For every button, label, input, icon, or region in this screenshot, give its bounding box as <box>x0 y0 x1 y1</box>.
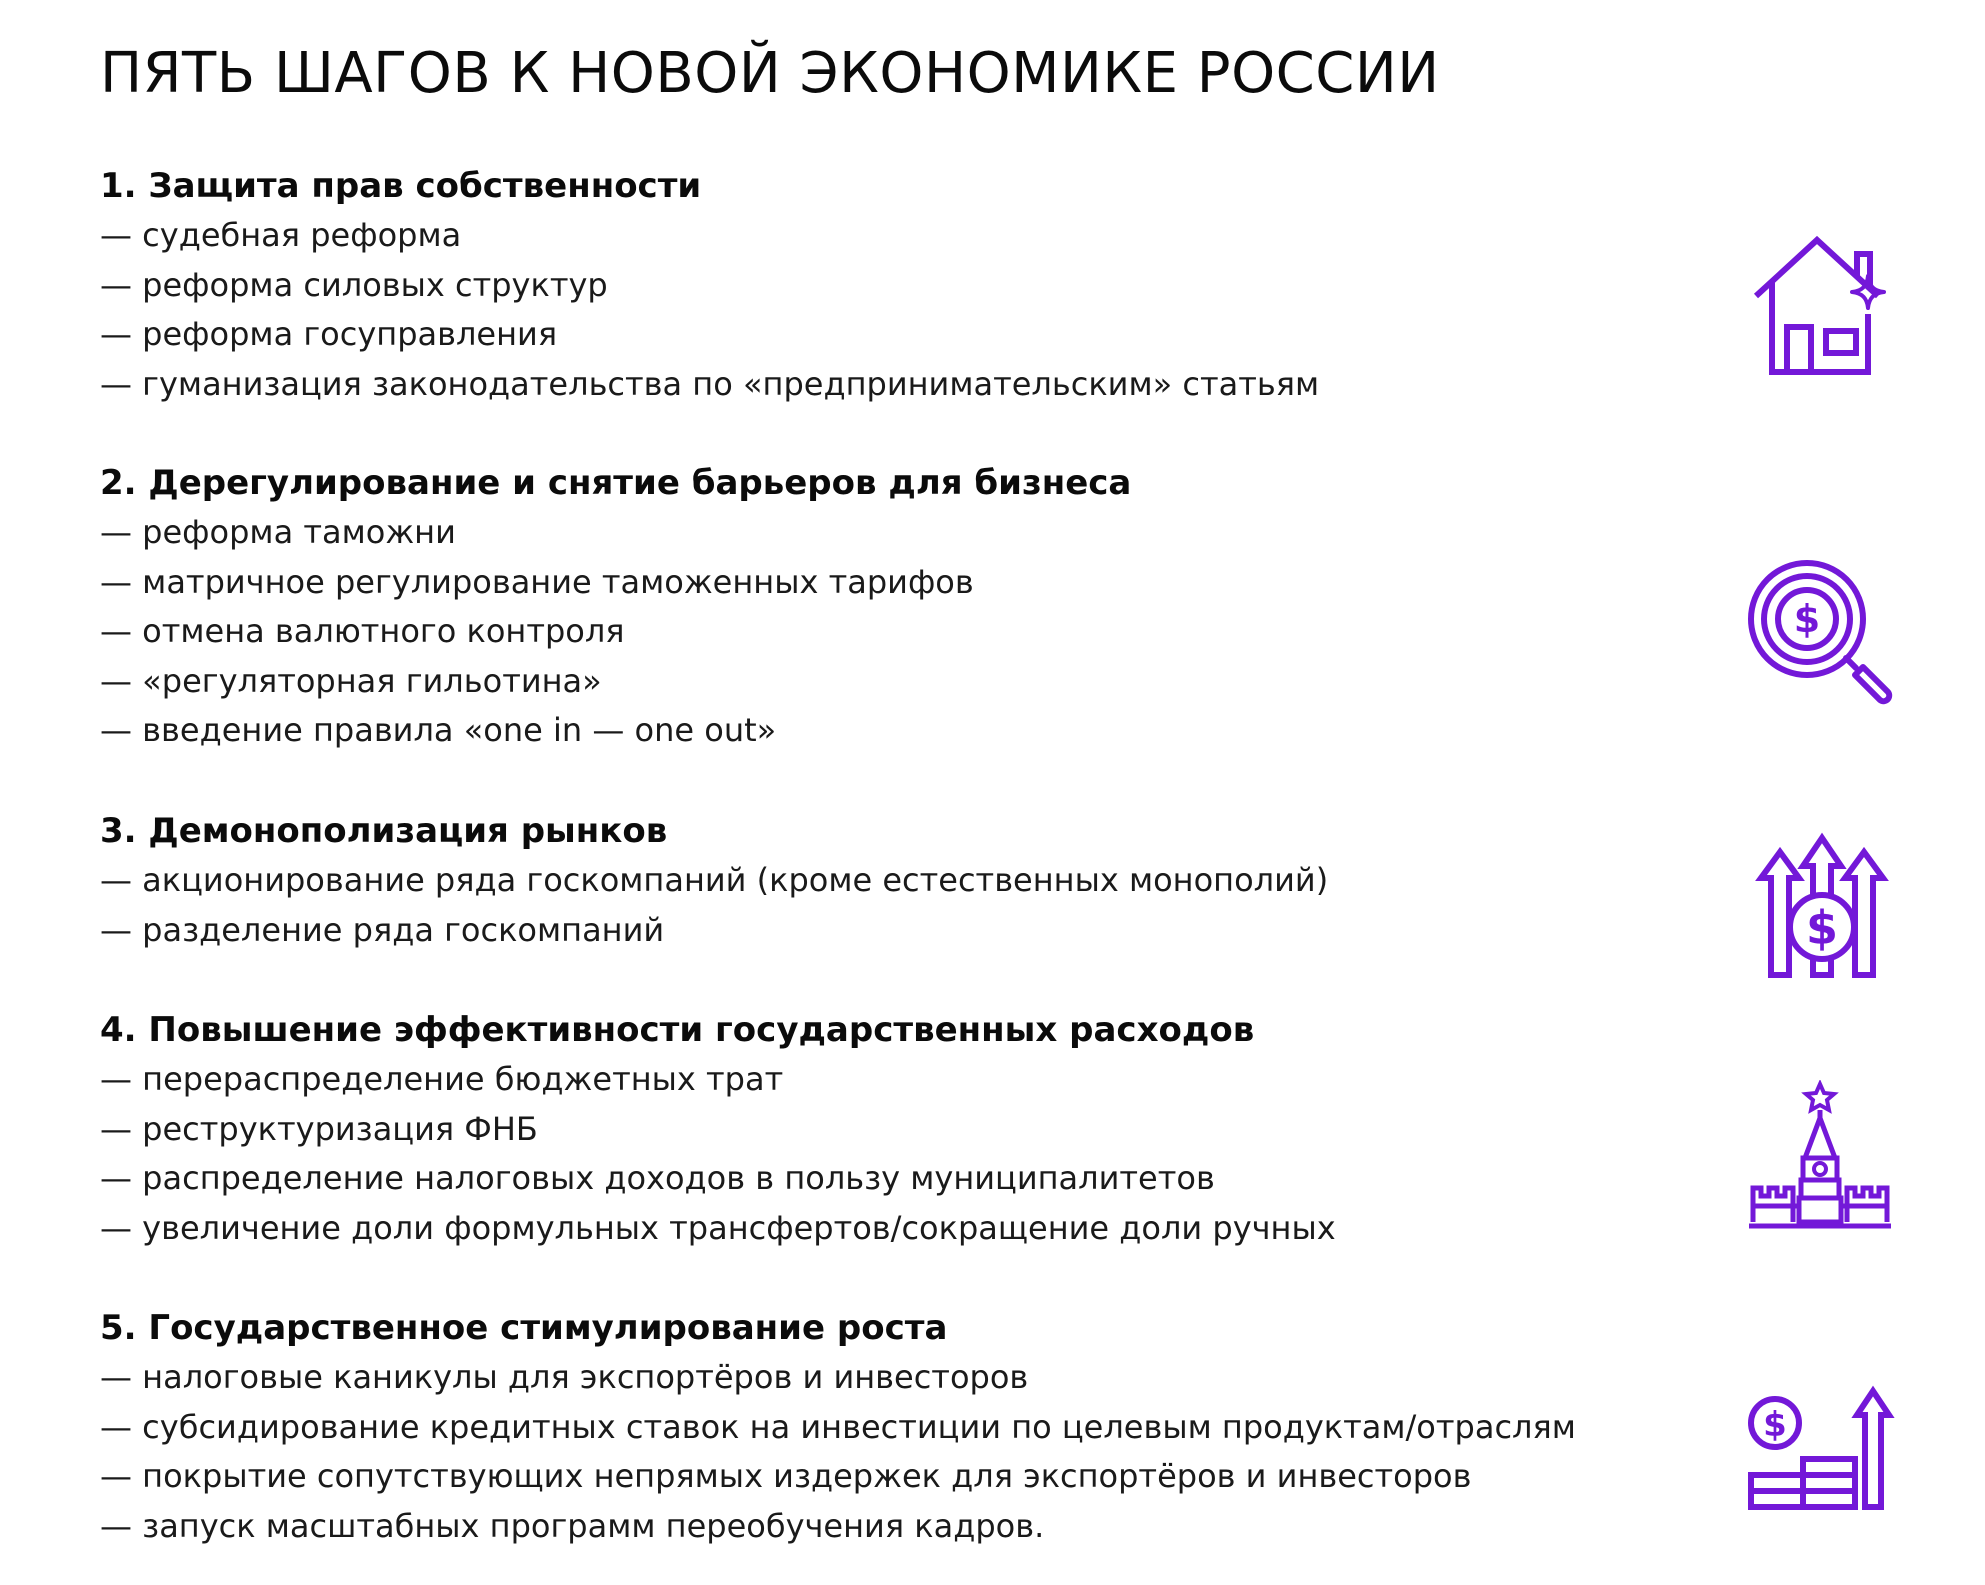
coins-growth-icon <box>1745 1385 1895 1515</box>
list-item: — субсидирование кредитных ставок на инвестиции по целевым продуктам/отраслям <box>100 1403 1660 1453</box>
section-growth-stimulus <box>100 1303 1660 1551</box>
list-item: — реформа силовых структур <box>100 261 1660 311</box>
list-item: — налоговые каникулы для экспортёров и инвесторов <box>100 1353 1660 1403</box>
list-item: — перераспределение бюджетных трат <box>100 1055 1660 1105</box>
list-item: — реструктуризация ФНБ <box>100 1105 1660 1155</box>
svg-text:$: $ <box>1805 901 1839 955</box>
section-heading: 5. Государственное стимулирование роста <box>100 1308 948 1348</box>
list-item: — разделение ряда госкомпаний <box>100 906 1660 956</box>
magnifier-dollar-icon <box>1745 557 1895 707</box>
section-heading: 3. Демонополизация рынков <box>100 811 668 851</box>
section-item-list <box>100 1353 1660 1551</box>
list-item: — матричное регулирование таможенных тарифов <box>100 558 1660 608</box>
svg-text:$: $ <box>1793 597 1821 641</box>
list-item: — гуманизация законодательства по «предпринимательским» статьям <box>100 360 1660 410</box>
list-item: — введение правила «one in — one out» <box>100 706 1660 756</box>
section-property-rights <box>100 161 1660 409</box>
list-item: — акционирование ряда госкомпаний (кроме естественных монополий) <box>100 856 1660 906</box>
list-item: — реформа госуправления <box>100 310 1660 360</box>
list-item: — судебная реформа <box>100 211 1660 261</box>
arrows-up-dollar-icon <box>1755 830 1890 980</box>
list-item: — покрытие сопутствующих непрямых издержек для экспортёров и инвесторов <box>100 1452 1660 1502</box>
kremlin-tower-icon <box>1745 1080 1895 1230</box>
list-item: — «регуляторная гильотина» <box>100 657 1660 707</box>
list-item: — запуск масштабных программ переобучения кадров. <box>100 1502 1660 1552</box>
list-item: — увеличение доли формульных трансфертов/сокращение доли ручных <box>100 1204 1660 1254</box>
section-deregulation <box>100 458 1660 756</box>
section-heading: 4. Повышение эффективности государственных расходов <box>100 1010 1255 1050</box>
section-item-list <box>100 508 1660 756</box>
page-title: ПЯТЬ ШАГОВ К НОВОЙ ЭКОНОМИКЕ РОССИИ <box>100 41 1440 106</box>
section-heading: 2. Дерегулирование и снятие барьеров для бизнеса <box>100 463 1132 503</box>
house-icon <box>1750 232 1890 382</box>
section-item-list <box>100 211 1660 409</box>
list-item: — отмена валютного контроля <box>100 607 1660 657</box>
section-spending-efficiency <box>100 1005 1660 1253</box>
list-item: — реформа таможни <box>100 508 1660 558</box>
section-item-list <box>100 856 1660 955</box>
section-demonopolization <box>100 806 1660 955</box>
section-item-list <box>100 1055 1660 1253</box>
section-heading: 1. Защита прав собственности <box>100 166 702 206</box>
svg-text:$: $ <box>1763 1405 1787 1445</box>
list-item: — распределение налоговых доходов в пользу муниципалитетов <box>100 1154 1660 1204</box>
